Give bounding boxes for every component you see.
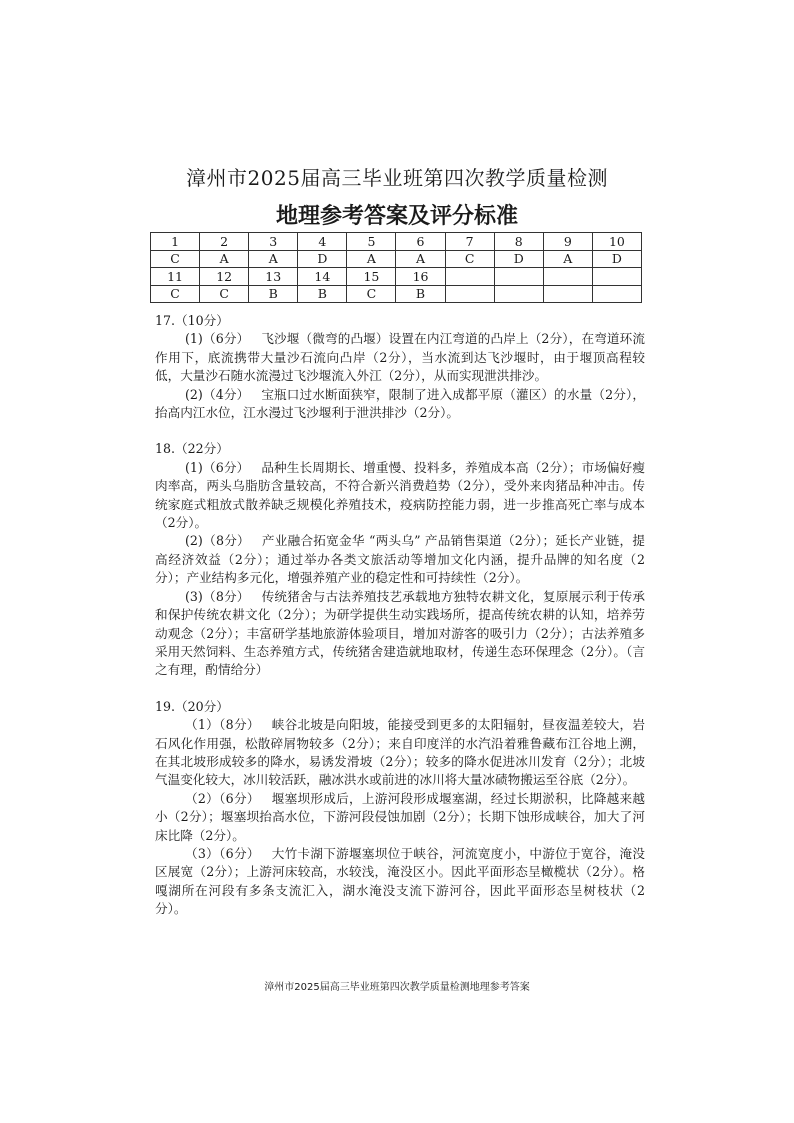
part-answer-text: 飞沙堰（微弯的凸堰）设置在内江弯道的凸岸上（2分），在弯道环流作用下，底流携带大量沙石流向凸岸（2分），当水流到达飞沙堰时，由于堰顶高程较低，大量沙石随水流漫过飞沙堰流入外江（2分），从而实现泄洪排沙。 (155, 331, 645, 384)
question-18-heading: 18.（22分） (155, 441, 229, 457)
question-17-part-1 (155, 330, 645, 385)
part-score-label: (2)（8分） (185, 533, 250, 549)
question-number-cell: 7 (445, 233, 494, 251)
answer-cell: A (249, 250, 298, 268)
question-19-part-2 (155, 790, 645, 845)
spacer (155, 680, 645, 698)
question-number-cell (445, 268, 494, 286)
part-score-label: (2)（4分） (185, 386, 250, 402)
answer-cell: A (543, 250, 592, 268)
page-footer: 漳州市2025届高三毕业班第四次教学质量检测地理参考答案 (264, 982, 530, 993)
question-19-part-1 (155, 716, 645, 790)
question-number-row (151, 268, 642, 286)
question-number-cell: 6 (396, 233, 445, 251)
question-18-part-2 (155, 532, 645, 587)
question-number-cell: 12 (200, 268, 249, 286)
question-17-part-2 (155, 386, 645, 423)
part-score-label: (3)（8分） (185, 588, 250, 604)
answer-row (151, 250, 642, 268)
answer-cell (445, 285, 494, 303)
page-subtitle: 地理参考答案及评分标准 (275, 204, 518, 229)
answer-cell: C (151, 250, 200, 268)
answer-cell: C (200, 285, 249, 303)
answer-table (150, 232, 642, 303)
question-18-part-1 (155, 459, 645, 533)
question-number-cell: 10 (592, 233, 641, 251)
question-number-cell: 2 (200, 233, 249, 251)
question-number-cell: 4 (298, 233, 347, 251)
answer-cell: C (347, 285, 396, 303)
question-19-heading: 19.（20分） (155, 698, 229, 714)
answer-cell: A (347, 250, 396, 268)
question-number-cell: 9 (543, 233, 592, 251)
question-number-cell (592, 268, 641, 286)
answer-cell: B (298, 285, 347, 303)
part-score-label: （3）（6分） (185, 845, 260, 861)
part-score-label: （2）（6分） (185, 790, 260, 806)
question-number-cell: 8 (494, 233, 543, 251)
part-score-label: (1)（6分） (185, 331, 250, 347)
part-answer-text: 产业融合拓宽金华 “两头乌” 产品销售渠道（2分）；延长产业链，提高经济效益（2分）；通过举办各类文旅活动等增加文化内涵，提升品牌的知名度（2分）；产业结构多元化，增强养殖产业的稳定性和可持续性（2分）。 (155, 533, 645, 586)
answer-cell (543, 285, 592, 303)
part-answer-text: 峡谷北坡是向阳坡，能接受到更多的太阳辐射，昼夜温差较大，岩石风化作用强，松散碎屑物较多（2分）；来自印度洋的水汽沿着雅鲁藏布江谷地上溯，在其北坡形成较多的降水，易诱发滑坡（2分）；较多的降水促进冰川发育（2分）；北坡气温变化较大，冰川较活跃，融冰洪水或前进的冰川将大量冰碛物搬运至谷底（2分）。 (155, 717, 646, 788)
question-number-cell: 13 (249, 268, 298, 286)
answer-cell: D (494, 250, 543, 268)
answer-cell: A (396, 250, 445, 268)
page-title: 漳州市2025届高三毕业班第四次教学质量检测 (186, 166, 608, 190)
question-19-part-3 (155, 845, 645, 919)
question-number-cell (494, 268, 543, 286)
part-answer-text: 传统猪舍与古法养殖技艺承载地方独特农耕文化，复原展示利于传承和保护传统农耕文化（2分）；为研学提供生动实践场所，提高传统农耕的认知，培养劳动观念（2分）；丰富研学基地旅游体验项目，增加对游客的吸引力（2分）；古法养殖多采用天然饲料、生态养殖方式，传统猪舍建造就地取材，传递生态环保理念（2分）。（言之有理，酌情给分） (155, 588, 646, 678)
part-answer-text: 堰塞坝形成后，上游河段形成堰塞湖，经过长期淤积，比降越来越小（2分）；堰塞坝抬高水位，下游河段侵蚀加剧（2分）；长期下蚀形成峡谷，加大了河床比降（2分）。 (155, 790, 646, 843)
question-number-cell: 5 (347, 233, 396, 251)
answer-cell: D (592, 250, 641, 268)
part-answer-text: 大竹卡湖下游堰塞坝位于峡谷，河流宽度小，中游位于宽谷，淹没区展宽（2分）；上游河床较高，水较浅，淹没区小。因此平面形态呈橄榄状（2分）。格嘎湖所在河段有多条支流汇入，湖水淹没支流下游河谷，因此平面形态呈树枝状（2分）。 (155, 845, 646, 917)
question-18-part-3 (155, 588, 645, 680)
answer-cell: C (151, 285, 200, 303)
spacer (155, 422, 645, 440)
part-answer-text: 品种生长周期长、增重慢、投料多，养殖成本高（2分）；市场偏好瘦肉率高，两头乌脂肪含量较高，不符合新兴消费趋势（2分），受外来肉猪品种冲击。传统家庭式粗放式散养缺乏规模化养殖技术，疫病防控能力弱，进一步推高死亡率与成本（2分）。 (155, 459, 645, 531)
answer-cell (592, 285, 641, 303)
answer-cell: D (298, 250, 347, 268)
answer-cell: B (396, 285, 445, 303)
part-score-label: （1）（8分） (185, 717, 260, 733)
question-number-cell: 15 (347, 268, 396, 286)
question-number-row (151, 233, 642, 251)
answer-cell (494, 285, 543, 303)
part-answer-text: 宝瓶口过水断面狭窄，限制了进入成都平原（灌区）的水量（2分），抬高内江水位，江水漫过飞沙堰利于泄洪排沙（2分）。 (155, 386, 645, 421)
answer-cell: A (200, 250, 249, 268)
question-number-cell: 3 (249, 233, 298, 251)
question-number-cell (543, 268, 592, 286)
question-number-cell: 16 (396, 268, 445, 286)
question-number-cell: 11 (151, 268, 200, 286)
answer-cell: C (445, 250, 494, 268)
question-number-cell: 1 (151, 233, 200, 251)
question-number-cell: 14 (298, 268, 347, 286)
question-17-heading: 17.（10分） (155, 313, 229, 328)
part-score-label: (1)（6分） (185, 459, 250, 475)
answer-content (155, 312, 645, 919)
answer-cell: B (249, 285, 298, 303)
answer-row (151, 285, 642, 303)
